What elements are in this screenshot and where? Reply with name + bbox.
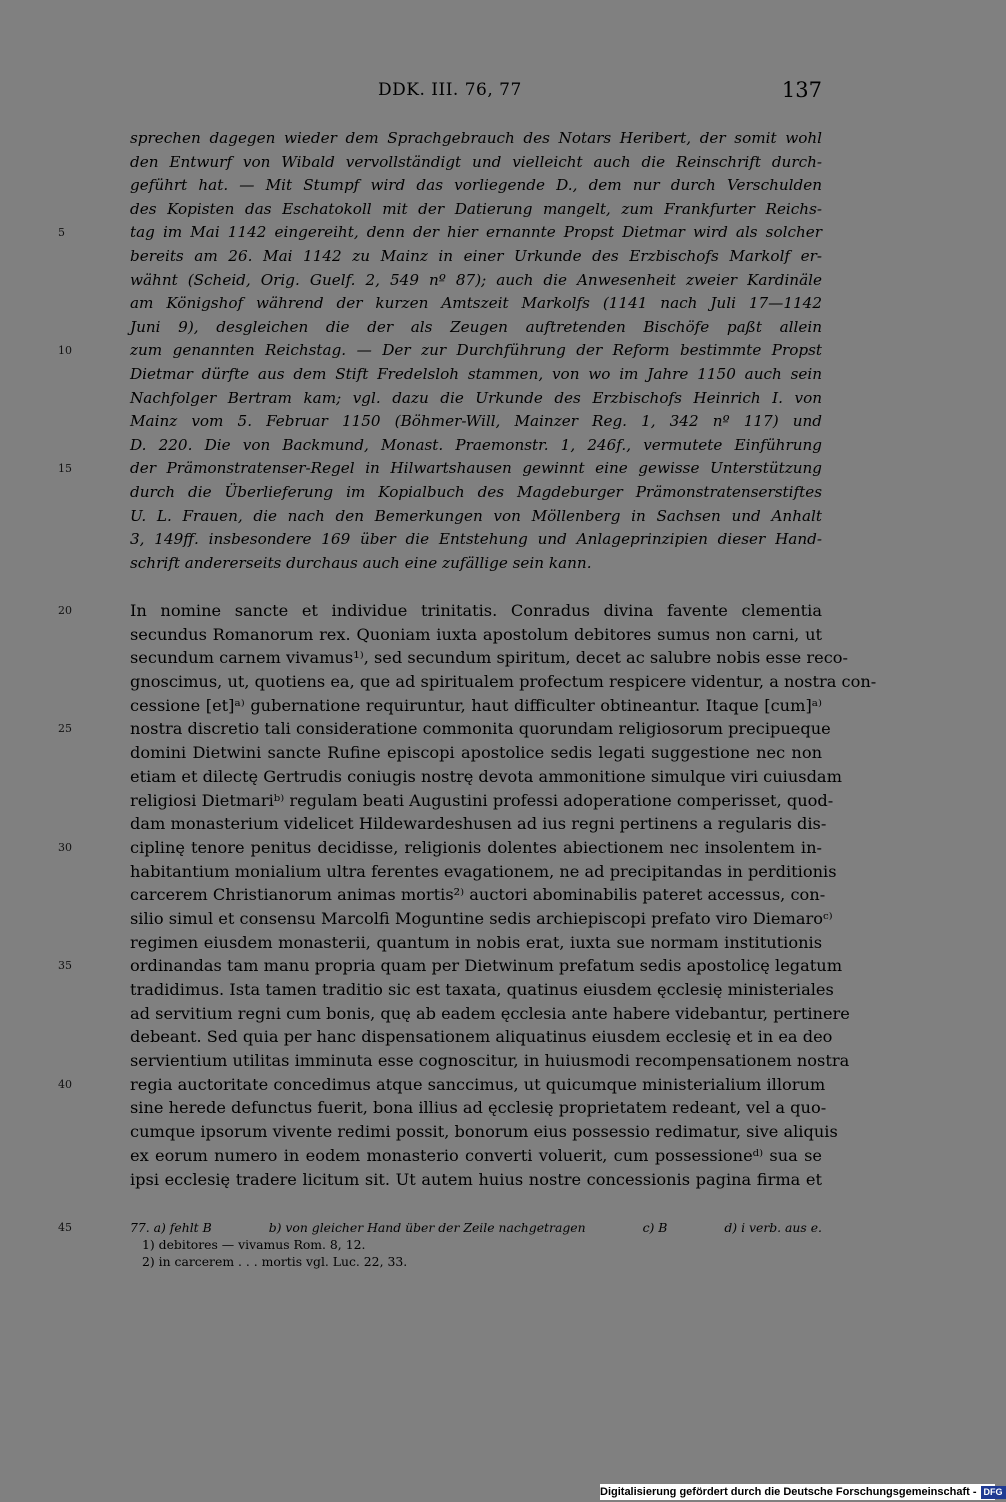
charter-line xyxy=(130,694,822,718)
commentary-line xyxy=(58,339,822,363)
line-text: den Entwurf von Wibald vervollständigt und vielleicht auch die Reinschrift durch- xyxy=(130,152,822,171)
charter-line xyxy=(130,907,833,931)
line-text: Nachfolger Bertram kam; vgl. dazu die Urkunde des Erzbischofs Heinrich I. von xyxy=(130,388,822,407)
line-text: secundum carnem vivamus¹⁾, sed secundum spiritum, decet ac salubre nobis esse reco- xyxy=(130,648,848,668)
line-text: etiam et dilectę Gertrudis coniugis nostrę devota ammonitione simulque viri cuiusdam xyxy=(130,766,842,786)
line-text: habitantium monialium ultra ferentes evagationem, ne ad precipitandas in perditionis xyxy=(130,861,837,881)
commentary-line xyxy=(130,316,822,340)
charter-line xyxy=(58,1073,826,1097)
line-number: 45 xyxy=(58,1221,72,1234)
charter-line xyxy=(130,1120,838,1144)
line-text: religiosi Dietmariᵇ⁾ regulam beati Augustini professi adoperatione comperisset, quod- xyxy=(130,790,834,810)
dfg-logo: DFG xyxy=(981,1486,1006,1499)
line-text: nostra discretio tali consideratione commonita quorundam religiosorum precipueque xyxy=(130,719,831,739)
critical-apparatus xyxy=(58,1219,822,1236)
commentary-line xyxy=(58,221,822,245)
page-number: 137 xyxy=(781,78,822,102)
line-text: In nomine sancte et individue trinitatis. Conradus divina favente clementia xyxy=(130,601,822,620)
line-text: servientium utilitas imminuta esse cognoscitur, in huiusmodi recompensationem nostra xyxy=(130,1051,850,1071)
commentary-line xyxy=(130,410,822,434)
line-text: sine herede defunctus fuerit, bona illius ad ęcclesię proprietatem redeant, vel a quo- xyxy=(130,1098,827,1118)
commentary-line xyxy=(130,434,822,458)
commentary-line xyxy=(130,174,822,198)
line-number: 10 xyxy=(58,344,72,358)
line-text: silio simul et consensu Marcolfi Moguntine sedis archiepiscopi prefato viro Diemaroᶜ⁾ xyxy=(130,908,833,928)
line-text: regimen eiusdem monasterii, quantum in nobis erat, iuxta sue normam institutionis xyxy=(130,932,822,952)
page-header xyxy=(0,78,1000,110)
line-text: debeant. Sed quia per hanc dispensationem aliquatinus eiusdem ecclesię et in ea deo xyxy=(130,1027,833,1047)
footnote-b: b) von gleicher Hand über der Zeile nachgetragen xyxy=(268,1220,586,1235)
commentary-line xyxy=(130,481,822,505)
line-text: gnoscimus, ut, quotiens ea, que ad spiritualem profectum respicere videntur, a nostra con- xyxy=(130,672,877,692)
charter-line xyxy=(130,1096,827,1120)
line-text: ordinandas tam manu propria quam per Dietwinum prefatum sedis apostolicę legatum xyxy=(130,956,843,976)
line-text: durch die Überlieferung im Kopialbuch des Magdeburger Prämonstratenserstiftes xyxy=(130,482,822,501)
commentary-line xyxy=(130,387,822,411)
charter-line xyxy=(130,670,877,694)
line-number: 25 xyxy=(58,722,72,736)
line-text: cessione [et]ᵃ⁾ gubernatione requiruntur, haut difficulter obtineantur. Itaque [cum]ᵃ⁾ xyxy=(130,695,822,715)
line-text: domini Dietwini sancte Rufine episcopi apostolice sedis legati suggestione nec non xyxy=(130,743,822,763)
footnote-a: 77. a) fehlt B xyxy=(130,1220,212,1235)
digitization-credit xyxy=(600,1484,1003,1500)
line-text: wähnt (Scheid, Orig. Guelf. 2, 549 nº 87); auch die Anwesenheit zweier Kardinäle xyxy=(130,270,822,289)
line-text: sprechen dagegen wieder dem Sprachgebrauch des Notars Heribert, der somit wohl xyxy=(130,129,822,147)
commentary-line xyxy=(130,127,822,151)
line-number: 20 xyxy=(58,604,72,617)
charter-line xyxy=(58,954,843,978)
charter-line xyxy=(58,836,822,860)
credit-text: Digitalisierung gefördert durch die Deutsche Forschungsgemeinschaft - xyxy=(600,1486,977,1498)
commentary-line xyxy=(130,363,822,387)
charter-line xyxy=(130,646,848,670)
line-text: bereits am 26. Mai 1142 zu Mainz in einer Urkunde des Erzbischofs Markolf er- xyxy=(130,246,822,265)
line-text: der Prämonstratenser-Regel in Hilwartshausen gewinnt eine gewisse Unterstützung xyxy=(130,459,822,478)
charter-line xyxy=(58,717,831,741)
charter-line xyxy=(130,789,834,813)
line-text: ciplinę tenore penitus decidisse, religionis dolentes abiectionem nec insolentem in- xyxy=(130,837,822,857)
charter-line xyxy=(130,883,826,907)
line-number: 35 xyxy=(58,959,72,973)
line-number: 30 xyxy=(58,840,72,854)
charter-text-block xyxy=(58,599,877,1191)
line-text: dam monasterium videlicet Hildewardeshusen ad ius regni pertinens a regularis dis- xyxy=(130,814,827,834)
charter-line xyxy=(130,931,822,955)
commentary-line xyxy=(130,245,822,269)
line-text: U. L. Frauen, die nach den Bemerkungen von Möllenberg in Sachsen und Anhalt xyxy=(130,506,822,525)
commentary-line xyxy=(130,552,822,576)
source-note-1: 1) debitores — vivamus Rom. 8, 12. xyxy=(142,1237,366,1252)
charter-line xyxy=(130,812,827,836)
line-text: ad servitium regni cum bonis, quę ab eadem ęcclesia ante habere videbantur, pertinere xyxy=(130,1003,850,1023)
commentary-line xyxy=(130,151,822,175)
commentary-line xyxy=(130,505,822,529)
charter-line xyxy=(130,978,834,1002)
line-text: schrift andererseits durchaus auch eine zufällige sein kann. xyxy=(130,553,592,572)
line-text: ipsi ecclesię tradere licitum sit. Ut autem huius nostre concessionis pagina firma et xyxy=(130,1169,822,1189)
line-number: 5 xyxy=(58,226,65,240)
line-number: 15 xyxy=(58,462,72,476)
charter-line xyxy=(130,1002,850,1026)
charter-line xyxy=(130,1049,850,1073)
line-text: tag im Mai 1142 eingereiht, denn der hier ernannte Propst Dietmar wird als solcher xyxy=(130,223,822,242)
charter-line xyxy=(130,860,837,884)
charter-line xyxy=(130,765,842,789)
line-text: Dietmar dürfte aus dem Stift Fredelsloh stammen, von wo im Jahre 1150 auch sein xyxy=(130,364,822,383)
line-text: ex eorum numero in eodem monasterio converti voluerit, cum possessioneᵈ⁾ sua se xyxy=(130,1145,822,1165)
charter-line xyxy=(58,599,822,623)
line-text: D. 220. Die von Backmund, Monast. Praemonstr. 1, 246f., vermutete Einführung xyxy=(130,435,822,454)
commentary-block xyxy=(58,127,822,575)
commentary-line xyxy=(130,292,822,316)
line-number: 40 xyxy=(58,1077,72,1091)
line-text: tradidimus. Ista tamen traditio sic est taxata, quatinus eiusdem ęcclesię ministeriales xyxy=(130,980,834,999)
line-text: Mainz vom 5. Februar 1150 (Böhmer-Will, Mainzer Reg. 1, 342 nº 117) und xyxy=(130,412,822,431)
line-text: carcerem Christianorum animas mortis²⁾ auctori abominabilis pateret accessus, con- xyxy=(130,885,826,905)
charter-line xyxy=(130,1168,822,1192)
commentary-line xyxy=(130,198,822,222)
line-text: 3, 149ff. insbesondere 169 über die Entstehung und Anlageprinzipien dieser Hand- xyxy=(130,530,822,549)
line-text: Juni 9), desgleichen die der als Zeugen auftretenden Bischöfe paßt allein xyxy=(130,317,822,336)
charter-line xyxy=(130,1025,833,1049)
source-note-2: 2) in carcerem . . . mortis vgl. Luc. 22, 33. xyxy=(142,1254,408,1269)
footnote-c: c) B xyxy=(642,1220,668,1235)
line-text: geführt hat. — Mit Stumpf wird das vorliegende D., dem nur durch Verschulden xyxy=(130,176,822,195)
line-text: cumque ipsorum vivente redimi possit, bonorum eius possessio redimatur, sive aliquis xyxy=(130,1122,838,1142)
footnotes-block xyxy=(58,1219,822,1270)
charter-line xyxy=(130,623,822,647)
line-text: des Kopisten das Eschatokoll mit der Datierung mangelt, zum Frankfurter Reichs- xyxy=(130,199,822,218)
line-text: zum genannten Reichstag. — Der zur Durchführung der Reform bestimmte Propst xyxy=(130,341,822,360)
commentary-line xyxy=(58,457,822,481)
line-text: secundus Romanorum rex. Quoniam iuxta apostolum debitores sumus non carni, ut xyxy=(130,624,822,644)
line-text: regia auctoritate concedimus atque sanccimus, ut quicumque ministerialium illorum xyxy=(130,1074,826,1094)
footnote-d: d) i verb. aus e. xyxy=(724,1220,822,1235)
line-text: am Königshof während der kurzen Amtszeit Markolfs (1141 nach Juli 17—1142 xyxy=(130,294,822,313)
charter-line xyxy=(130,1144,822,1168)
charter-line xyxy=(130,741,822,765)
commentary-line xyxy=(130,269,822,293)
running-head: DDK. III. 76, 77 xyxy=(378,80,522,100)
commentary-line xyxy=(130,528,822,552)
